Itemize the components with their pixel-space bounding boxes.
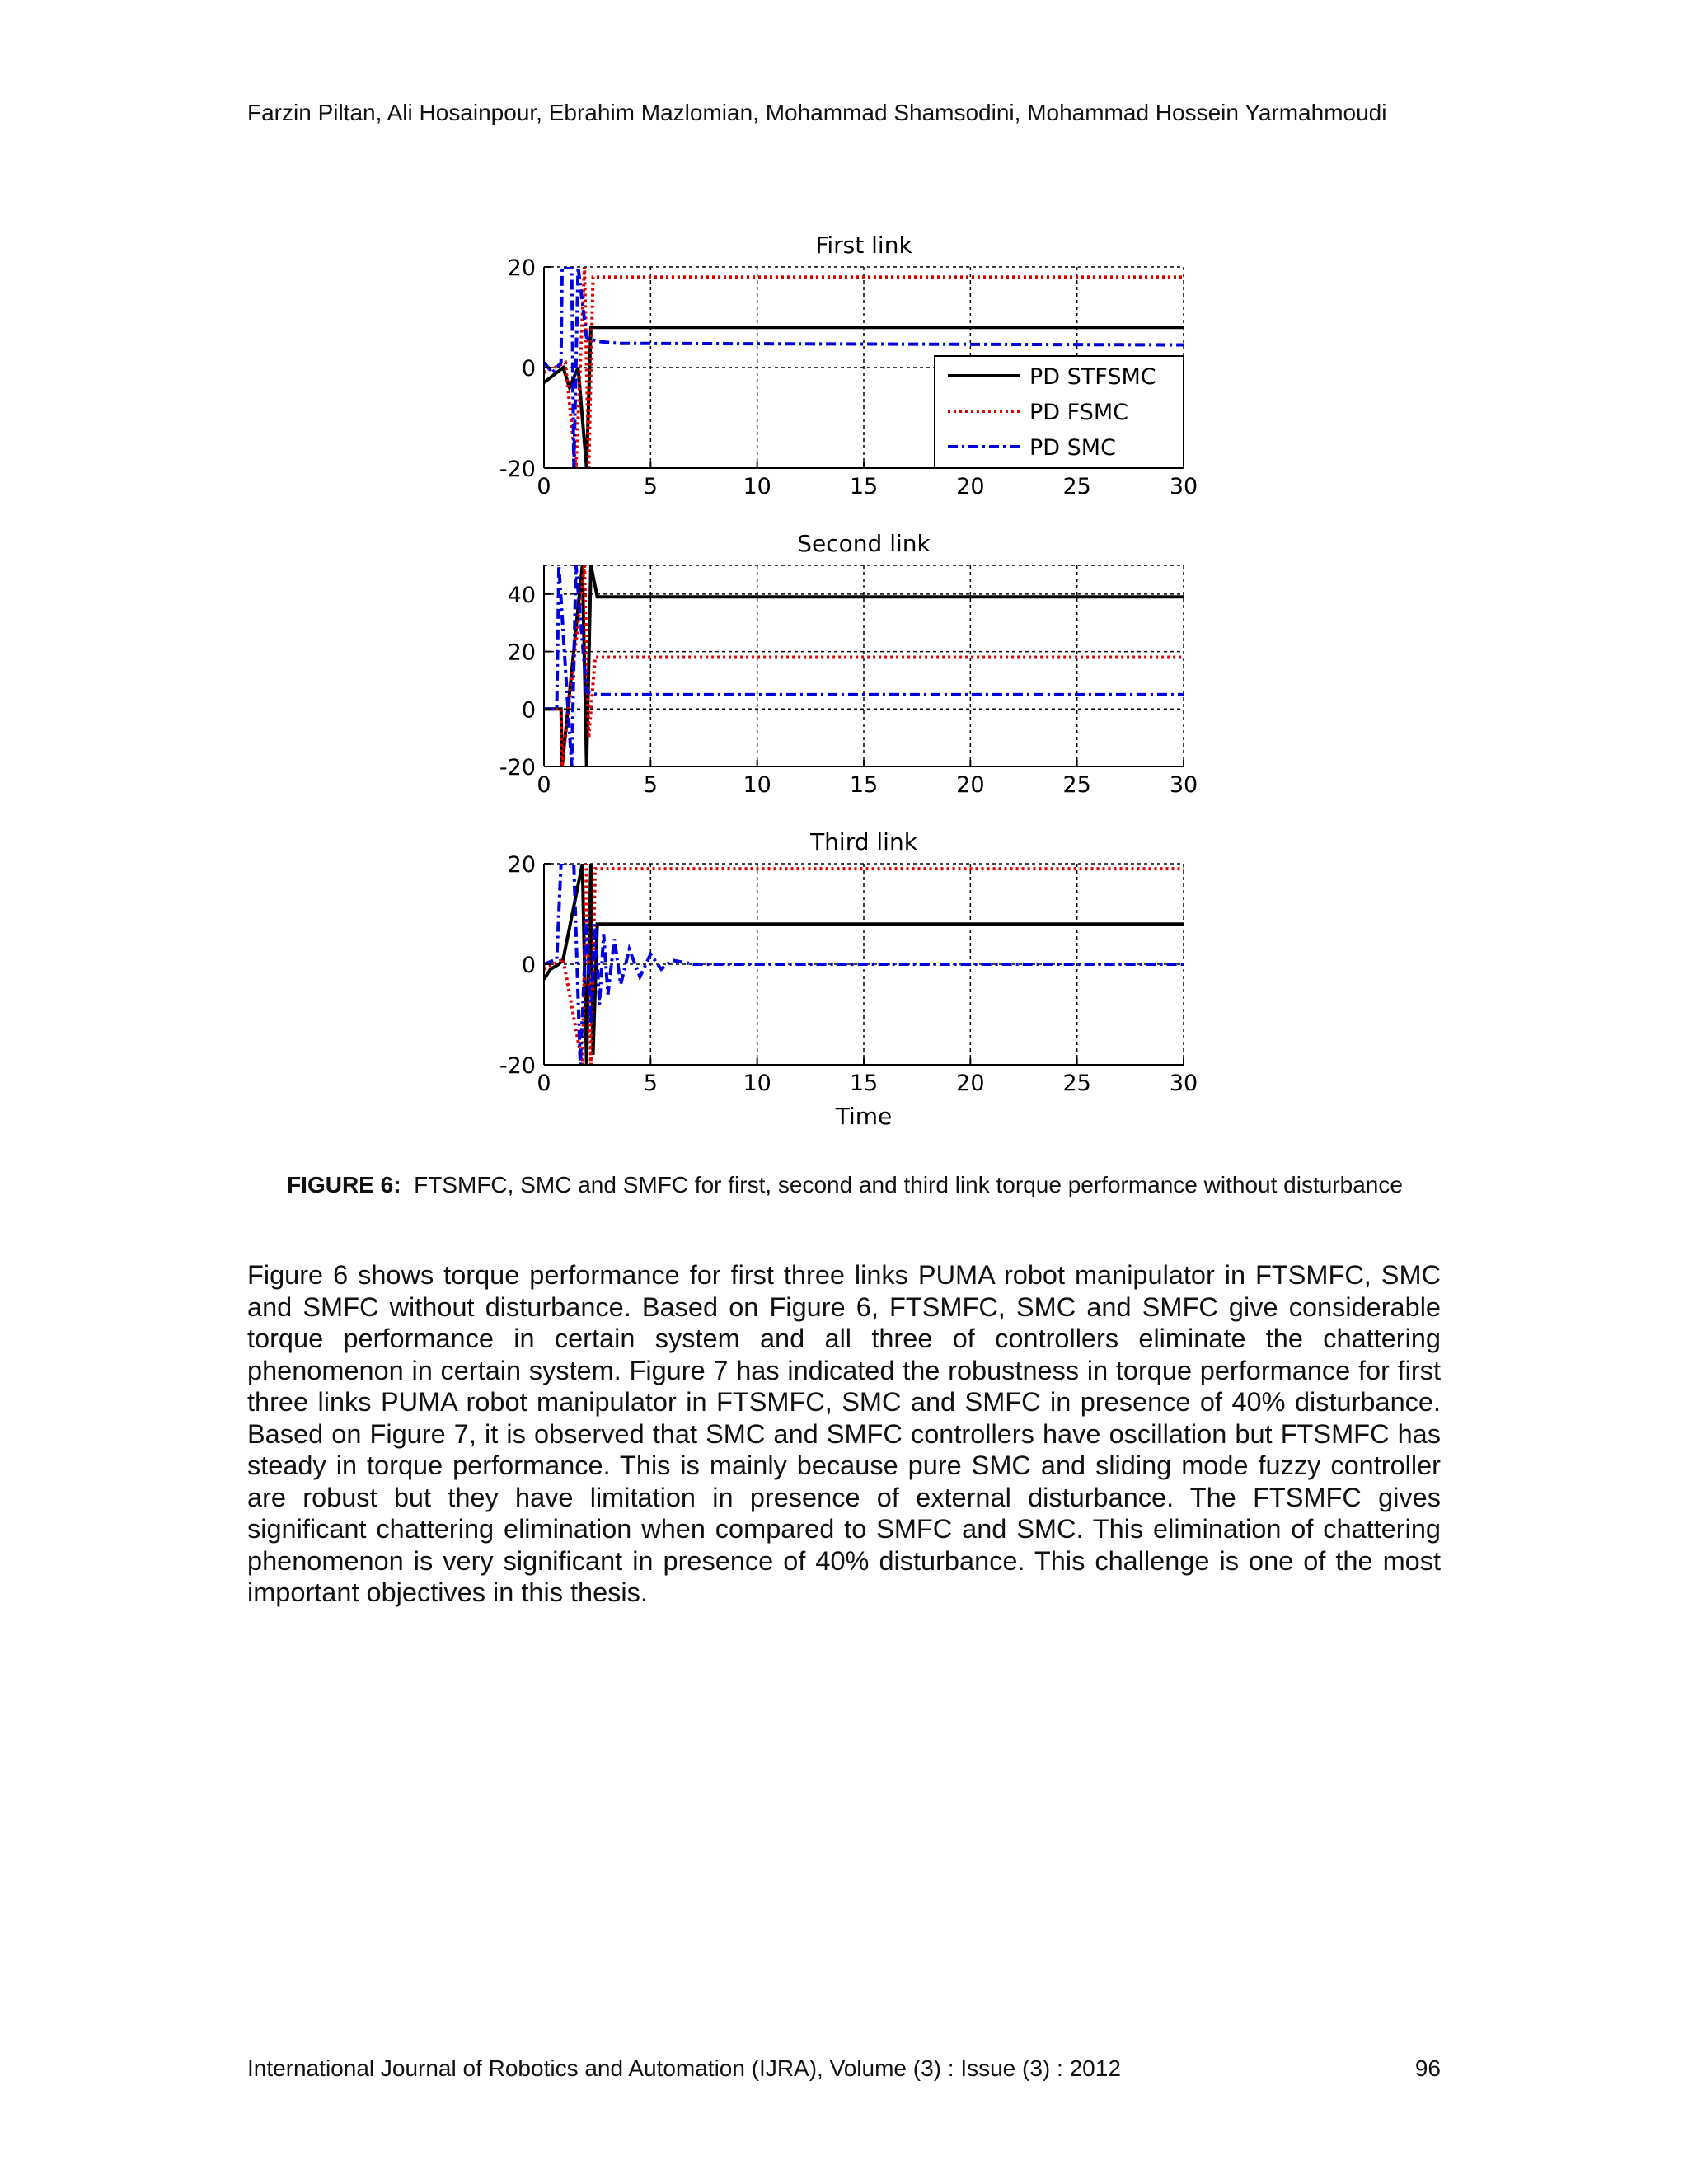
x-tick-label: 0: [537, 772, 551, 798]
x-tick-label: 10: [743, 1071, 771, 1096]
figure-caption: [272, 1170, 1418, 1200]
y-tick-label: -20: [499, 457, 536, 482]
chart-title: Second link: [797, 530, 931, 557]
figure-6-plots: [462, 216, 1253, 1139]
x-tick-label: 0: [537, 474, 551, 499]
legend-label: PD STFSMC: [1029, 364, 1156, 390]
x-tick-label: 20: [956, 474, 985, 499]
running-header-authors: Farzin Piltan, Ali Hosainpour, Ebrahim Mazlomian, Mohammad Shamsodini, Mohammad Hossein Yarmahmoudi: [247, 100, 1387, 125]
footer-journal: International Journal of Robotics and Automation (IJRA), Volume (3) : Issue (3) : 2012: [247, 2055, 1121, 2081]
x-tick-label: 15: [849, 772, 879, 798]
body-paragraph: Figure 6 shows torque performance for first three links PUMA robot manipulator in FTSMFC, SMC and SMFC without disturbance. Based on Figure 6, FTSMFC, SMC and SMFC give considerable torque performance in certain system and all three of controllers eliminate the chattering phenomenon in certain system. Figure 7 has indicated the robustness in torque performance for first three links PUMA robot manipulator in FTSMFC, SMC and SMFC in presence of 40% disturbance. Based on Figure 7, it is observed that SMC and SMFC controllers have oscillation but FTSMFC has steady in torque performance. This is mainly because pure SMC and sliding mode fuzzy controller are robust but they have limitation in presence of external disturbance. The FTSMFC gives significant chattering elimination when compared to SMFC and SMC. This elimination of chattering phenomenon is very significant in presence of 40% disturbance. This challenge is one of the most important objectives in this thesis.: [247, 1260, 1441, 1607]
x-tick-label: 15: [849, 1071, 879, 1096]
legend-label: PD SMC: [1029, 435, 1116, 461]
x-tick-label: 5: [643, 772, 658, 798]
y-tick-label: -20: [499, 755, 536, 780]
x-tick-label: 0: [537, 1071, 551, 1096]
caption-label: FIGURE 6:: [287, 1172, 401, 1197]
y-tick-label: 0: [521, 356, 536, 382]
x-tick-label: 20: [956, 1071, 985, 1096]
x-tick-label: 30: [1169, 1071, 1198, 1096]
page-footer: [247, 2054, 1441, 2083]
x-tick-label: 20: [956, 772, 985, 798]
x-tick-label: 30: [1169, 474, 1198, 499]
x-tick-label: 25: [1062, 1071, 1091, 1096]
x-tick-label: 5: [643, 1071, 658, 1096]
legend-label: PD FSMC: [1029, 400, 1128, 425]
y-tick-label: 20: [507, 640, 536, 666]
x-tick-label: 25: [1062, 474, 1091, 499]
y-tick-label: 0: [521, 953, 536, 978]
chart-title: Third link: [810, 828, 917, 855]
chart-panel-2: [499, 530, 1198, 798]
legend: [935, 356, 1184, 468]
x-tick-label: 30: [1169, 772, 1198, 798]
caption-text: FTSMFC, SMC and SMFC for first, second and third link torque performance without disturbance: [414, 1172, 1403, 1197]
y-tick-label: 0: [521, 697, 536, 724]
x-axis-label: Time: [835, 1103, 893, 1130]
y-tick-label: 20: [507, 852, 536, 878]
x-tick-label: 5: [643, 474, 658, 499]
y-tick-label: 20: [507, 255, 536, 281]
chart-panel-1: [499, 232, 1198, 499]
chart-panel-3: [499, 828, 1198, 1130]
x-tick-label: 25: [1062, 772, 1091, 798]
y-tick-label: -20: [499, 1053, 536, 1079]
x-tick-label: 10: [743, 772, 771, 798]
x-tick-label: 15: [849, 474, 879, 499]
page-number: 96: [1414, 2055, 1441, 2081]
y-tick-label: 40: [507, 582, 536, 608]
chart-title: First link: [815, 232, 912, 259]
x-tick-label: 10: [743, 474, 771, 499]
figure-6: [462, 216, 1253, 1139]
